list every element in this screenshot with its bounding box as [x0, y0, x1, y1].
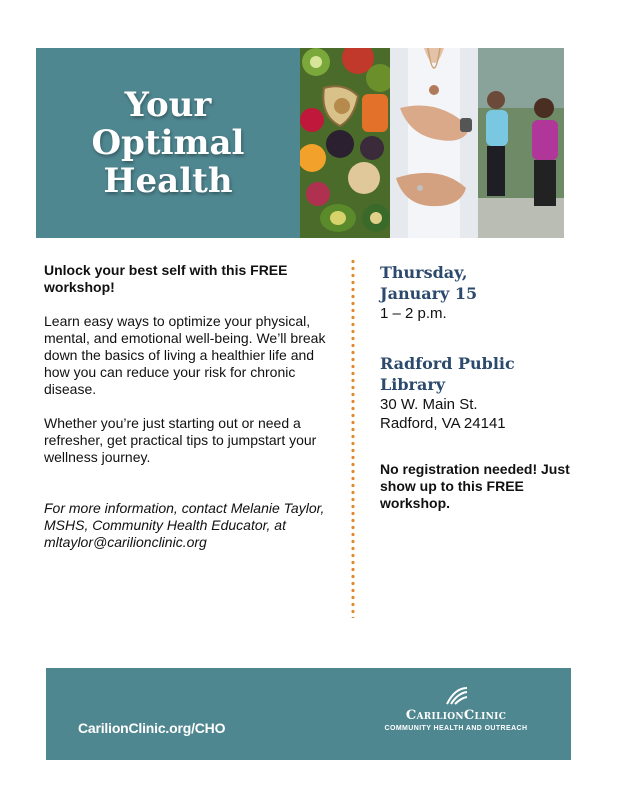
title-line-1: Your — [124, 85, 212, 125]
logo-subtitle: COMMUNITY HEALTH AND OUTREACH — [384, 725, 528, 732]
description-paragraph-1: Learn easy ways to optimize your physical, mental, and emotional well-being. We’ll break down the basics of living a healthier life and how you can reduce your risk for chronic disease. — [44, 313, 326, 397]
venue-address-line-1: 30 W. Main St. — [380, 396, 478, 413]
page-title — [92, 86, 245, 200]
venue-name-line-2: Library — [380, 375, 446, 394]
title-line-2: Optimal — [91, 123, 245, 163]
event-time: 1 – 2 p.m. — [380, 305, 447, 322]
lead-text: Unlock your best self with this FREE workshop! — [44, 262, 288, 295]
venue-block — [380, 353, 580, 433]
contact-info: For more information, contact Melanie Taylor, MSHS, Community Health Educator, at mltaylor@carilionclinic.org — [44, 500, 325, 550]
carilion-logo — [371, 686, 541, 732]
women-walking-photo — [478, 48, 564, 238]
footer-banner — [46, 668, 571, 760]
healthy-food-photo — [300, 48, 390, 238]
registration-note: No registration needed! Just show up to this FREE workshop. — [380, 461, 570, 511]
event-details-column — [380, 262, 580, 526]
date-block — [380, 262, 580, 323]
title-panel — [36, 48, 300, 238]
dotted-divider — [351, 258, 355, 618]
event-day: Thursday, — [380, 263, 468, 282]
logo-wordmark: CarilionClinic — [405, 708, 507, 723]
hands-on-heart-photo — [390, 48, 478, 238]
hero-banner — [36, 48, 564, 238]
venue-name-line-1: Radford Public — [380, 354, 515, 373]
footer-website-link[interactable]: CarilionClinic.org/CHO — [78, 720, 226, 736]
description-column — [44, 262, 334, 568]
venue-address-line-2: Radford, VA 24141 — [380, 415, 506, 432]
title-line-3: Health — [103, 161, 233, 201]
event-date: January 15 — [380, 284, 478, 303]
carilion-swoosh-icon — [443, 686, 469, 706]
description-paragraph-2: Whether you’re just starting out or need a refresher, get practical tips to jumpstart your wellness journey. — [44, 415, 317, 465]
